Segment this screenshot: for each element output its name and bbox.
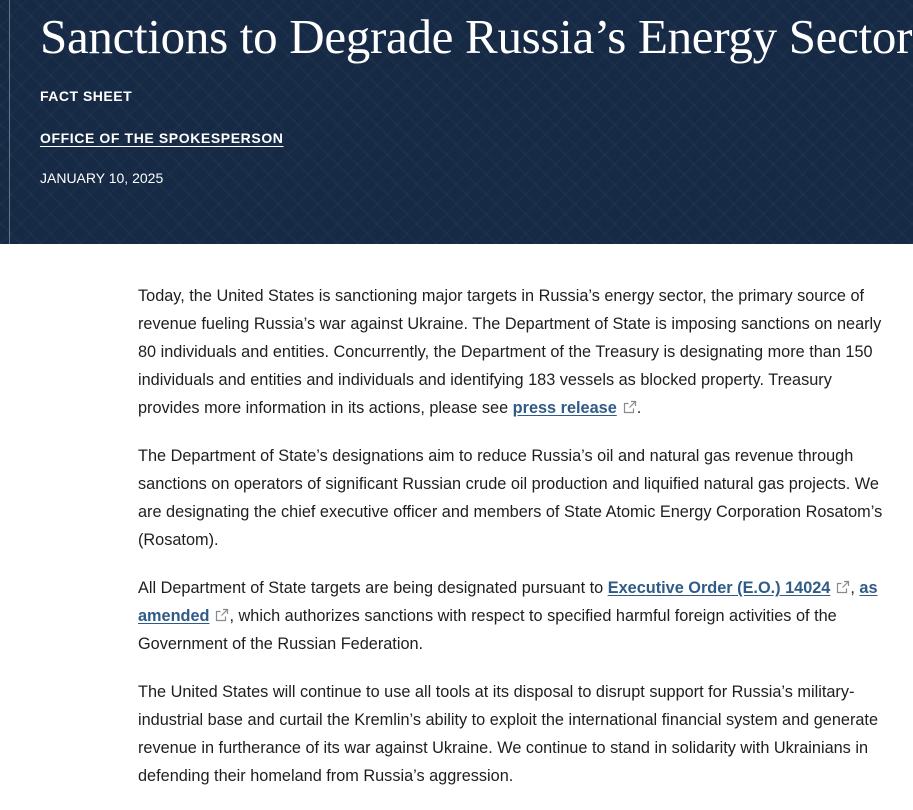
- publish-date: JANUARY 10, 2025: [40, 170, 164, 186]
- article-body: [138, 282, 890, 810]
- header-rule: [9, 0, 10, 244]
- external-link-icon[interactable]: [836, 580, 850, 594]
- external-link-icon[interactable]: [623, 400, 637, 414]
- executive-order-link[interactable]: [608, 579, 831, 597]
- press-release-link-label: press release: [512, 399, 617, 417]
- paragraph-3-end: , which authorizes sanctions with respect to specified harmful foreign activities of the Government of the Russian Federation.: [138, 607, 837, 653]
- paragraph-4: The United States will continue to use all tools at its disposal to disrupt support for Russia’s military-industrial base and curtail the Kremlin’s ability to exploit the international financial system and generate revenue in furtherance of its war against Ukraine. We continue to stand in solidarity with Ukrainians in defending their homeland from Russia’s aggression.: [138, 683, 879, 785]
- page-title: Sanctions to Degrade Russia’s Energy Sector: [40, 9, 913, 64]
- paragraph-3-text: All Department of State targets are being designated pursuant to: [138, 579, 608, 597]
- press-release-link[interactable]: [513, 399, 617, 417]
- paragraph-1: [138, 282, 890, 422]
- paragraph-3-sep: ,: [850, 579, 860, 597]
- paragraph-2: The Department of State’s designations aim to reduce Russia’s oil and natural gas revenue through sanctions on operators of significant Russian crude oil production and liquified natural gas projects. We are designating the chief executive officer and members of State Atomic Energy Corporation Rosatom’s (Rosatom).: [138, 447, 883, 549]
- page-header: [0, 0, 913, 244]
- paragraph-1-end: .: [636, 399, 642, 417]
- as-amended-link-label: as amended: [138, 579, 878, 625]
- office-link[interactable]: OFFICE OF THE SPOKESPERSON: [40, 130, 284, 146]
- fact-sheet-label: FACT SHEET: [40, 88, 133, 104]
- executive-order-link-label: Executive Order (E.O.) 14024: [607, 579, 831, 597]
- external-link-icon[interactable]: [215, 608, 229, 622]
- paragraph-3: [138, 574, 890, 658]
- paragraph-1-text: Today, the United States is sanctioning major targets in Russia’s energy sector, the primary source of revenue fueling Russia’s war against Ukraine. The Department of State is imposing sanctions on nearly 80 individuals and entities. Concurrently, the Department of the Treasury is designating more than 150 individuals and entities and individuals and identifying 183 vessels as blocked property. Treasury provides more information in its actions, please see: [138, 287, 882, 417]
